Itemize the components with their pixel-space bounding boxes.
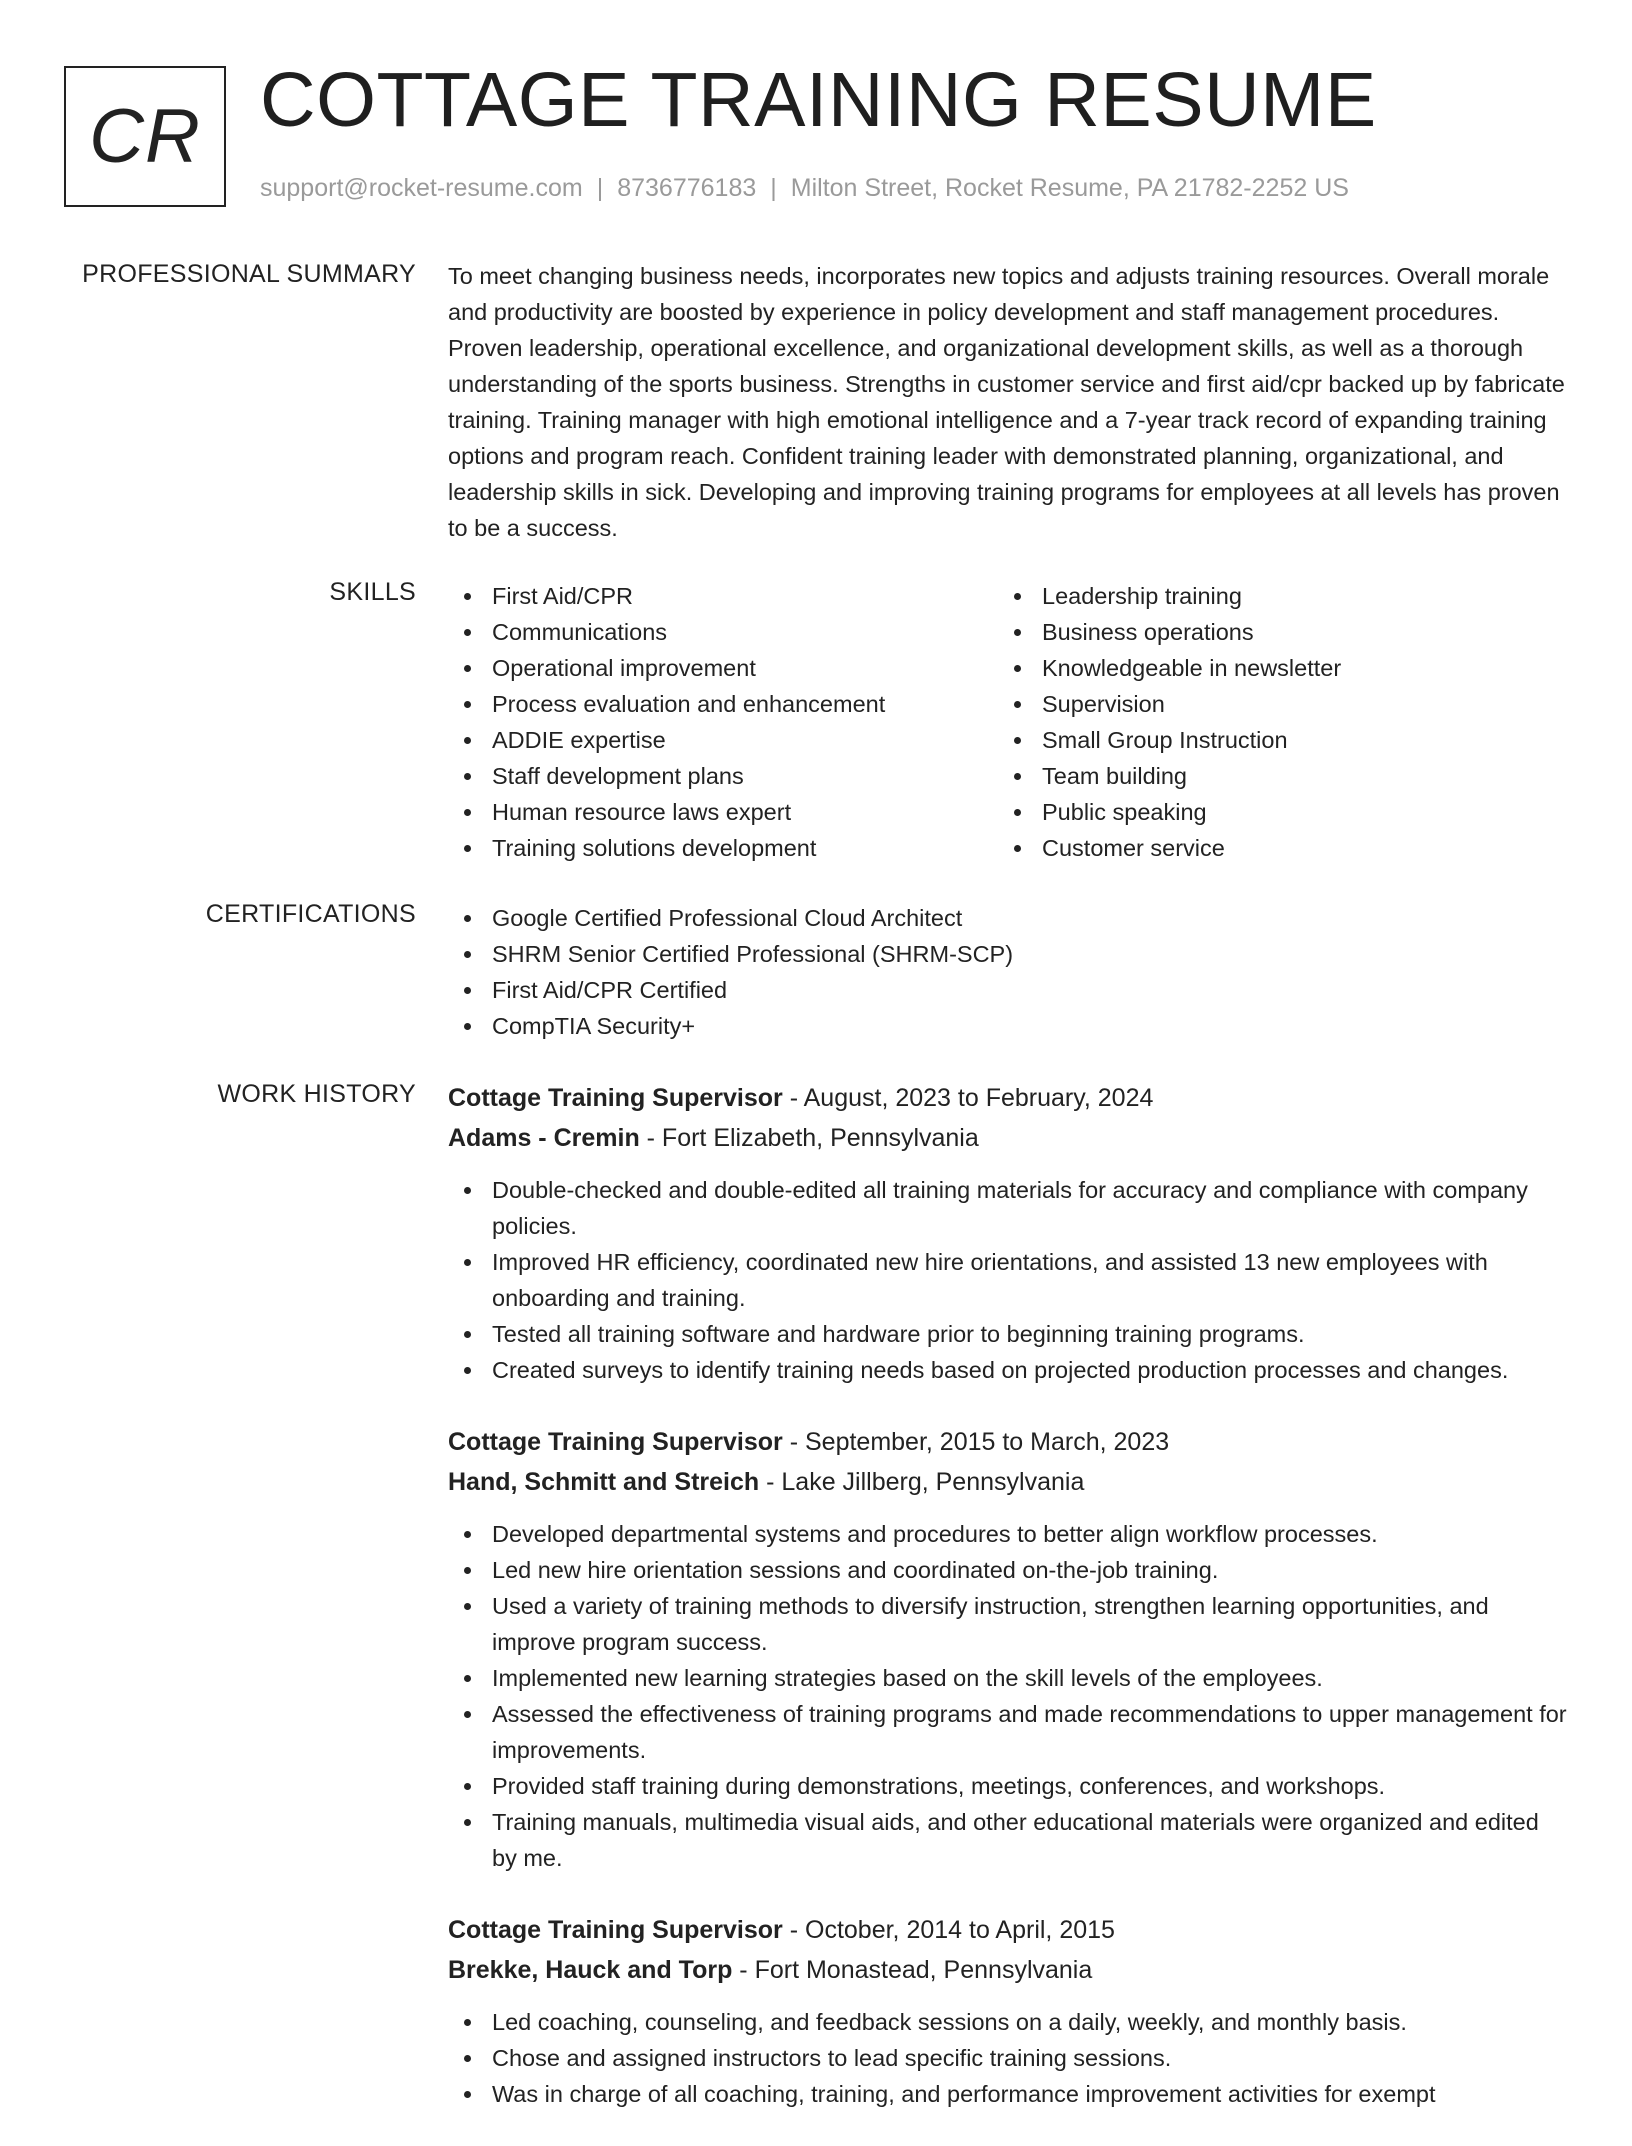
contact-address: Milton Street, Rocket Resume, PA 21782-2252 US xyxy=(790,174,1349,202)
list-item: Double-checked and double-edited all training materials for accuracy and compliance with company policies. xyxy=(448,1172,1568,1244)
list-item: Training manuals, multimedia visual aids, and other educational materials were organized and edited by me. xyxy=(448,1804,1568,1876)
skills-heading: SKILLS xyxy=(329,578,416,606)
list-item: Operational improvement xyxy=(448,650,998,686)
job-title-line xyxy=(448,1078,1568,1118)
list-item: Supervision xyxy=(998,686,1548,722)
list-item: SHRM Senior Certified Professional (SHRM-SCP) xyxy=(448,936,1568,972)
job-title: Cottage Training Supervisor xyxy=(448,1084,783,1112)
list-item: Customer service xyxy=(998,830,1548,866)
job-company: Adams - Cremin xyxy=(448,1124,640,1152)
list-item: Led new hire orientation sessions and coordinated on-the-job training. xyxy=(448,1552,1568,1588)
monogram-initials: CR xyxy=(89,94,201,179)
job-company: Brekke, Hauck and Torp xyxy=(448,1956,733,1984)
certifications-body xyxy=(448,900,1568,1044)
job-dates: - October, 2014 to April, 2015 xyxy=(782,1916,1115,1944)
job-company-line xyxy=(448,1950,1568,1990)
list-item: Used a variety of training methods to diversify instruction, strengthen learning opportunities, and improve program success. xyxy=(448,1588,1568,1660)
contact-separator: | xyxy=(770,174,777,202)
list-item: First Aid/CPR Certified xyxy=(448,972,1568,1008)
resume-title: COTTAGE TRAINING RESUME xyxy=(260,57,1377,143)
list-item: Team building xyxy=(998,758,1548,794)
list-item: Human resource laws expert xyxy=(448,794,998,830)
list-item: Knowledgeable in newsletter xyxy=(998,650,1548,686)
certifications-list xyxy=(448,900,1568,1044)
job-title-line xyxy=(448,1422,1568,1462)
contact-separator: | xyxy=(596,174,604,202)
job-bullets xyxy=(448,2004,1568,2112)
job-bullets xyxy=(448,1516,1568,1876)
list-item: Communications xyxy=(448,614,998,650)
job-title: Cottage Training Supervisor xyxy=(448,1916,783,1944)
job-title: Cottage Training Supervisor xyxy=(448,1428,783,1456)
job-location: - Lake Jillberg, Pennsylvania xyxy=(759,1468,1085,1496)
list-item: Was in charge of all coaching, training, and performance improvement activities for exempt xyxy=(448,2076,1568,2112)
skills-list-right xyxy=(998,578,1548,866)
contact-email: support@rocket-resume.com xyxy=(260,174,583,202)
list-item: Developed departmental systems and procedures to better align workflow processes. xyxy=(448,1516,1568,1552)
job-entry xyxy=(448,1422,1568,1876)
work-history-heading: WORK HISTORY xyxy=(217,1080,416,1108)
list-item: Assessed the effectiveness of training programs and made recommendations to upper management for improvements. xyxy=(448,1696,1568,1768)
list-item: Leadership training xyxy=(998,578,1548,614)
list-item: Business operations xyxy=(998,614,1548,650)
list-item: Provided staff training during demonstrations, meetings, conferences, and workshops. xyxy=(448,1768,1568,1804)
list-item: Google Certified Professional Cloud Architect xyxy=(448,900,1568,936)
job-dates: - September, 2015 to March, 2023 xyxy=(782,1428,1170,1456)
list-item: Implemented new learning strategies based on the skill levels of the employees. xyxy=(448,1660,1568,1696)
certifications-heading: CERTIFICATIONS xyxy=(205,900,416,928)
summary-heading: PROFESSIONAL SUMMARY xyxy=(82,260,416,288)
skills-body xyxy=(448,578,1568,866)
job-dates: - August, 2023 to February, 2024 xyxy=(782,1084,1154,1112)
list-item: Chose and assigned instructors to lead specific training sessions. xyxy=(448,2040,1568,2076)
skills-columns xyxy=(448,578,1568,866)
summary-body xyxy=(448,258,1568,546)
list-item: Training solutions development xyxy=(448,830,998,866)
contact-phone: 8736776183 xyxy=(617,174,757,202)
job-company-line xyxy=(448,1462,1568,1502)
list-item: CompTIA Security+ xyxy=(448,1008,1568,1044)
job-company: Hand, Schmitt and Streich xyxy=(448,1468,760,1496)
list-item: Improved HR efficiency, coordinated new hire orientations, and assisted 13 new employees with onboarding and training. xyxy=(448,1244,1568,1316)
list-item: Staff development plans xyxy=(448,758,998,794)
job-location: - Fort Elizabeth, Pennsylvania xyxy=(639,1124,979,1152)
skills-list-left xyxy=(448,578,998,866)
monogram-badge xyxy=(64,66,226,207)
summary-text: To meet changing business needs, incorporates new topics and adjusts training resources. Overall morale and productivity are boosted by experience in policy development and staff management procedures. Proven leadership, operational excellence, and organizational development skills, as well as a thorough understanding of the sports business. Strengths in customer service and first aid/cpr backed up by fabricate training. Training manager with high emotional intelligence and a 7-year track record of expanding training options and program reach. Confident training leader with demonstrated planning, organizational, and leadership skills in sick. Developing and improving training programs for employees at all levels has proven to be a success. xyxy=(448,263,1565,541)
list-item: Tested all training software and hardware prior to beginning training programs. xyxy=(448,1316,1568,1352)
job-entry xyxy=(448,1078,1568,1388)
job-bullets xyxy=(448,1172,1568,1388)
list-item: Small Group Instruction xyxy=(998,722,1548,758)
list-item: Public speaking xyxy=(998,794,1548,830)
job-company-line xyxy=(448,1118,1568,1158)
list-item: First Aid/CPR xyxy=(448,578,998,614)
list-item: ADDIE expertise xyxy=(448,722,998,758)
job-entry xyxy=(448,1910,1568,2112)
contact-line xyxy=(260,174,1349,203)
list-item: Created surveys to identify training needs based on projected production processes and changes. xyxy=(448,1352,1568,1388)
list-item: Process evaluation and enhancement xyxy=(448,686,998,722)
work-history-body xyxy=(448,1078,1568,2146)
job-title-line xyxy=(448,1910,1568,1950)
job-location: - Fort Monastead, Pennsylvania xyxy=(732,1956,1093,1984)
list-item: Led coaching, counseling, and feedback sessions on a daily, weekly, and monthly basis. xyxy=(448,2004,1568,2040)
